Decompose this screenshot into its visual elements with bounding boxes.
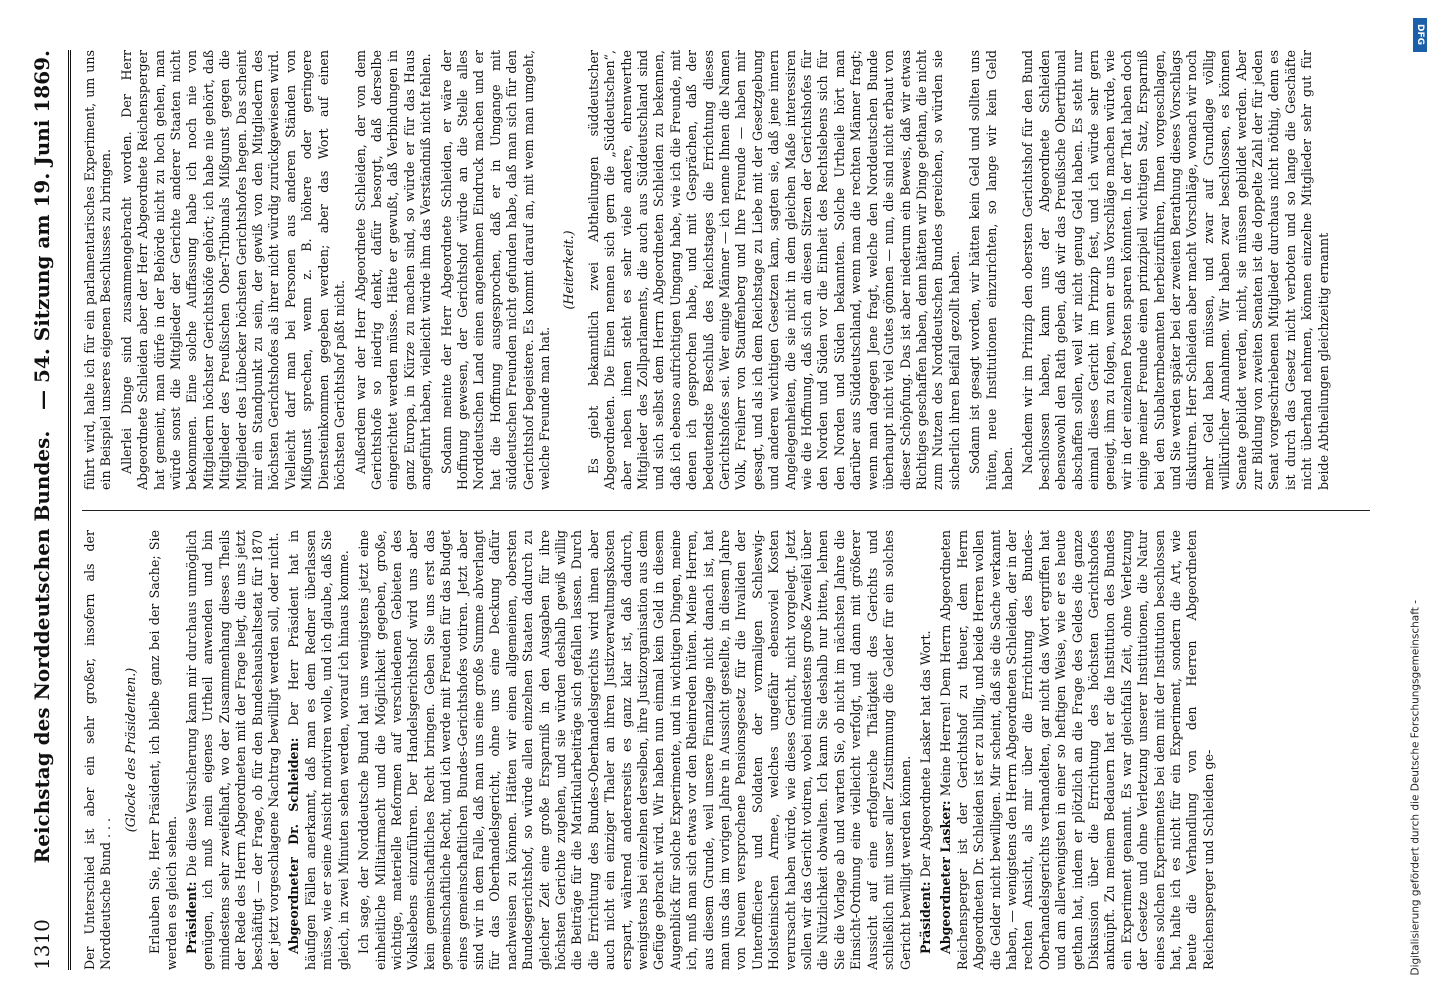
paragraph: Ich sage, der Norddeutsche Bund hat uns wenigstens jetzt eine einheitliche Militairmacht und die Möglichkeit gegeben, große, wichtige, materielle Reformen auf verschiedenen Gebieten des Volkslebens einzuführen. Der Handelsgerichtshof wird uns aber kein gemeinschaftliches Recht bringen. Geben Sie uns erst das gemeinschaftliche Recht, und ich werde mit Freuden für das Budget eines gemeinschaftlichen Bundes-Gerichtshofes votiren. Jetzt aber sind wir in dem Falle, daß man uns eine große Summe abverlangt für das Oberhandelsgericht, ohne uns eine Deckung dafür nachweisen zu können. Hätten wir einen allgemeinen, obersten Bundesgerichtshof, so würde allen einzelnen Staaten dadurch zu gleicher Zeit eine große Ersparniß in den Ausgaben für ihre höchsten Gerichte zugehen, und sie würden deshalb gewiß willig die Beiträge für die Matrikularbeiträge sich gefallen lassen. Durch die Errichtung des Bundes-Oberhandelsgerichts wird ihnen aber auch nicht ein einziger Thaler an ihren Justizverwaltungskosten erspart, während andererseits es ganz klar ist, daß dadurch, wenigstens bei einzelnen derselben, ihre Justizorganisation aus dem Gefüge gebracht wird. Wir haben nun einmal kein Geld in diesem Augenblick für solche Experimente, und in wichtigen Dingen, meine ich, muß man sich etwas vor den Rheinreden hüten. Meine Herren, aus diesem Grunde, weil unsere Finanzlage nicht danach ist, hat man uns das im vorigen Jahre in Aussicht gestellte, in diesem Jahre von Neuem versprochene Pensionsgesetz für die Invaliden der Unterofficiere und Soldaten der vormaligen Schleswig-Holsteinischen Armee, welches ungefähr ebensoviel Kosten verursacht haben würde, wie dieses Gericht, nicht vorgelegt. Jetzt sollen wir das Gericht votiren, wobei mindestens große Zweifel über die Nützlichkeit obwalten. Ich kann Sie deshalb nur bitten, lehnen Sie die Vorlage ab und warten Sie, ob nicht im nächsten Jahre die Einsicht-Ordnung eine vielleicht verfolgt, und dann mit größerer Aussicht auf eine erfolgreiche Thätigkeit des Gerichts und schließlich mit unser aller Zustimmung die Gelder für ein solches Gericht bewilligt werden können.: [356, 530, 913, 970]
speech-paragraph: [918, 530, 934, 970]
paragraph: Allerlei Dinge sind zusammengebracht worden. Der Herr Abgeordnete Schleiden aber der Herr Abgeordnete Reichensperger hat gemeint, man dürfe in der Behörde nicht zu hoch gehen, man würde sonst die Mitglieder der Gerichte anderer Staaten nicht bekommen. Eine solche Auffassung habe ich noch nie von Mitgliedern höchster Gerichtshöfe gehört; ich habe nie gehört, daß Mitglieder des Preußischen Ober-Tribunals Mißgunst gegen die Mitglieder des Lübecker höchsten Gerichtshofes hegen. Das scheint mir ein Standpunkt zu sein, der gewiß von den Mitgliedern des höchsten Gerichtshofes als ihrer nicht würdig zurückgewiesen wird. Vielleicht darf man bei Personen aus anderen Ständen von Mißgunst sprechen, wenn z. B. höhere oder geringere Diensteinkommen gegeben werden; aber das Wort auf einen höchsten Gerichtshof paßt nicht.: [118, 50, 348, 490]
speaker-name: Präsident:: [184, 881, 200, 954]
speaker-name: Abgeordneter Lasker:: [938, 800, 954, 954]
speech-text: Meine Herren! Dem Herrn Abgeordneten Reichensperger ist der Gerichtshof zu theuer, dem Herrn Abgeordneten Dr. Schleiden ist er zu billig, und beide Herren wollen die Gelder nicht bewilligen. Mir scheint, daß sie die Sache verkannt haben, — wenigstens den Herrn Abgeordneten Schleiden, der in der rechten Ansicht, als mir über die Errichtung des Bundes-Oberhandelsgerichts verhandelten, gar nicht das Wort ergriffen hat und am allerwenigsten in einer so heftigen Weise, wie er es heute gethan hat, indem er plötzlich an die Frage des Geldes die ganze Diskussion über die Errichtung des höchsten Gerichtshofes anknüpft. Zu meinem Bedauern hat er die Institution des Bundes ein Experiment genannt. Es war gleichfalls Zeit, ohne Verletzung der Gesetze und ohne Verletzung unserer Institutionen, die Natur eines solchen Experimentes bei dem mit der Institution beschlossen hat, halte ich es nicht für ein Experiment, sondern die Art, wie heute die Verhandlung von den Herren Abgeordneten Reichensperger und Schleiden ge-: [938, 530, 1216, 970]
dfg-logo: DFG: [1413, 18, 1427, 52]
publication-title: Reichstag des Norddeutschen Bundes.: [30, 430, 54, 864]
speech-text: Die diese Versicherung kann mir durchaus unmöglich genügen, ich muß mein eigenes Urtheil anwenden und bin mindestens sehr zweifelhaft, wo der Zusammenhang dieses Theils der Rede des Herrn Abgeordneten mit der Frage liegt, die uns jetzt beschäftigt — der Frage, ob für den Bundeshaushaltsetat für 1870 der jetzt vorgeschlagene Nachtrag bewilligt werden soll, oder nicht.: [184, 530, 282, 970]
interjection: (Glocke des Präsidenten.): [122, 667, 138, 833]
paragraph: Sodann meinte der Herr Abgeordnete Schleiden, er wäre der Hoffnung gewesen, der Gerichtshof würde an die Stelle alles Norddeutschen Land einen angenehmen Eindruck machen und er hat die Hoffnung ausgesprochen, daß er in Umgange mit süddeutschen Freunden nicht gefunden habe, daß man sich für den Gerichtshof begeistere. Es kommt darauf an, mit wem man umgeht, welche Freunde man hat.: [438, 50, 552, 490]
speaker-name: Präsident:: [917, 881, 933, 954]
newspaper-page: [10, 30, 1390, 990]
dfg-credit-text: Digitalisierung gefördert durch die Deutsche Forschungsgemeinschaft -: [1410, 600, 1422, 976]
interjection: (Heiterkeit.): [561, 230, 577, 310]
speaker-name: Abgeordneter Dr. Schleiden:: [286, 737, 302, 954]
speech-paragraph: [184, 530, 282, 970]
left-column: [82, 530, 1370, 970]
paragraph: Außerdem war der Herr Abgeordnete Schleiden, der von dem Gerichtshofe so niedrig denkt, dafür besorgt, daß derselbe eingerichtet werden müsse. Hätte er gewußt, daß Verbindungen in ganz Europa, in Kürze zu machen sind, so würde er für das Haus angeführt haben, vielleicht würde ihm das Verständniß nicht fehlen.: [352, 50, 434, 490]
column-divider: [82, 510, 1370, 511]
paragraph: Erlauben Sie, Herr Präsident, ich bleibe ganz bei der Sache; Sie werden es gleich sehen.: [147, 530, 179, 970]
paragraph: Nachdem wir im Prinzip den obersten Gerichtshof für den Bund beschlossen haben, kann uns der Abgeordnete Schleiden ebensowohl den Rath geben, daß wir das Preußische Obertribunal abschaffen sollen, weil wir nicht genug Geld haben. Es steht nur einmal dieses Gericht im Prinzip fest, und ich würde sehr gern geneigt, ihm zu folgen, wenn er uns Vorschläge machen würde, wie wir in der einzelnen Posten sparen könnten. In der That haben doch einige meiner Freunde einen prinzipiell wichtigen Satz, Ersparniß bei den Subalternbeamten herbeizuführen, Ihnen vorgeschlagen, und Sie werden später bei der zweiten Berathung dieses Vorschlags diskutiren. Herr Schleiden aber macht Vorschläge, wonach wir noch mehr Geld haben müssen, und zwar auf Grundlage völlig willkürlicher Annahmen. Wir haben zwar beschlossen, es können Senate gebildet werden, nicht, sie müssen gebildet werden. Aber zur Bildung von zweiten Senaten ist die doppelte Zahl der für jeden Senat vorgeschriebenen Mitglieder durchaus nicht nöthig, denn es ist durch das Gesetz nicht verboten und so lange die Geschäfte nicht überhand nehmen, können einzelne Mitglieder sehr gut für beide Abtheilungen gleichzeitig ernannt: [1020, 50, 1331, 490]
speech-text: Der Abgeordnete Lasker hat das Wort.: [917, 630, 933, 882]
header-left: [30, 431, 54, 970]
dfg-credit-strip: [1408, 0, 1430, 1000]
paragraph: Der Unterschied ist aber ein sehr großer, insofern als der Norddeutsche Bund . . .: [82, 530, 114, 970]
right-column: [82, 50, 1370, 490]
page-number: 1310: [30, 919, 54, 970]
paragraph: Es giebt bekanntlich zwei Abtheilungen süddeutscher Abgeordneten. Die Einen nennen sich gern die „Süddeutschen“, aber neben ihnen steht es sehr viele andere, ehrenwerthe Mitglieder des Zollparlaments, die auch aus Süddeutschland sind und sich selbst dem Herrn Abgeordneten Schleiden zu bekennen, daß ich ebenso aufrichtigen Umgang habe, wie ich die Freunde, mit denen ich gesprochen habe, und mit Gesprächen, daß der bedeutendste Beschluß des Reichstages die Errichtung dieses Gerichtshofes sei. Wer einige Männer — ich nenne Ihnen die Namen Volk, Freiherr von Stauffenberg und Ihre Freunde — haben mir gesagt, und als ich dem Reichstage zu Liebe mit der Gesetzgebung und anderen wichtigen Gesetzen kam, sagten sie, daß jene innern Angelegenheiten, die sie nicht in dem gleichen Maße interessiren wie die Hoffnung, daß sich an diesen Sitzen der Gerichtshofes für den Norden und Süden vor die Einheit des Rechtslebens sich für den Norden und Süden bekannten. Solche Urtheile hört man darüber aus Süddeutschland, wenn man die rechten Männer fragt; wenn man dagegen Jene fragt, welche den Norddeutschen Bunde überhaupt nicht viel Gutes gönnen — nun, die sind nicht erbaut von dieser Schöpfung. Das ist aber niederum ein Beweis, daß wir etwas Richtiges geschaffen haben, denn hätten wir Dinge gethan, die nicht zum Nutzen des Norddeutschen Bundes gereichen, so würden sie sicherlich ihren Beifall gezollt haben.: [585, 50, 962, 490]
speech-text: Der Herr Präsident hat in häufigen Fällen anerkannt, daß man es dem Redner überlassen müsse, wie er seine Ansicht motiviren wolle, und ich glaube, daß Sie gleich, in zwei Minuten sehen werden, worauf ich hinaus komme.: [286, 530, 351, 970]
page-header: [24, 50, 71, 970]
speech-paragraph: [938, 530, 1217, 970]
speech-paragraph: [286, 530, 352, 970]
paragraph: führt wird, halte ich für ein parlamentarisches Experiment, um uns ein Beispiel unseres eigenen Beschlusses zu bringen.: [82, 50, 114, 490]
paragraph: Sodann ist gesagt worden, wir hätten kein Geld und sollten uns hüten, neue Institutionen einzurichten, so lange wir kein Geld haben.: [967, 50, 1015, 490]
session-title: — 54. Sitzung am 19. Juni 1869.: [30, 50, 54, 410]
